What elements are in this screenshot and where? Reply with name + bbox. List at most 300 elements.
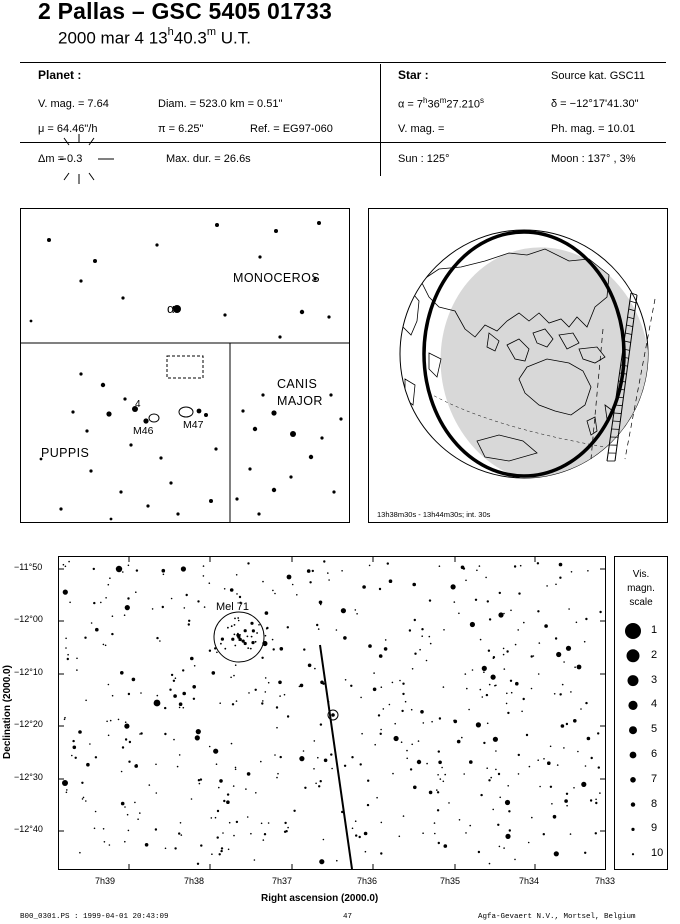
chart-star: [173, 694, 177, 698]
chart-star: [125, 605, 130, 610]
chart-star: [599, 792, 601, 794]
chart-star: [171, 598, 173, 600]
chart-star: [182, 669, 184, 671]
chart-star: [211, 853, 213, 855]
chart-star: [443, 629, 445, 631]
chart-star: [486, 694, 488, 696]
chart-star: [238, 620, 240, 622]
finder-star: [129, 443, 132, 446]
chart-star: [307, 569, 311, 573]
chart-star: [566, 793, 568, 795]
bright-star: [417, 760, 421, 764]
chart-star: [195, 735, 200, 740]
chart-star: [169, 689, 171, 691]
chart-star: [438, 761, 442, 765]
chart-star: [82, 798, 84, 800]
chart-star: [587, 737, 591, 741]
chart-star: [63, 590, 68, 595]
chart-star: [413, 583, 415, 585]
legend-symbol: [628, 701, 637, 710]
y-tick-label: −12°20: [14, 719, 43, 729]
chart-star: [209, 746, 211, 748]
chart-star: [200, 844, 202, 846]
chart-star: [255, 689, 257, 691]
finder-star: [339, 417, 342, 420]
chart-star: [498, 773, 500, 775]
chart-star: [523, 698, 525, 700]
finder-star: [204, 413, 208, 417]
star-source-catalog: Source kat. GSC11: [551, 70, 645, 82]
chart-star: [260, 761, 262, 763]
chart-star: [480, 794, 482, 796]
chart-star: [315, 783, 317, 785]
chart-star: [247, 816, 249, 818]
chart-star: [336, 629, 338, 631]
cluster-star: [224, 648, 226, 650]
cluster-star: [250, 648, 252, 650]
chart-star: [312, 570, 314, 572]
chart-star: [482, 696, 484, 698]
chart-star: [514, 565, 516, 567]
chart-star: [118, 719, 120, 721]
chart-star: [245, 788, 247, 790]
chart-star: [566, 723, 568, 725]
chart-star: [554, 817, 556, 819]
chart-star: [235, 767, 237, 769]
chart-star: [595, 802, 597, 804]
chart-star: [203, 565, 205, 567]
chart-star: [255, 792, 257, 794]
chart-star: [573, 787, 575, 789]
chart-star: [258, 624, 260, 626]
chart-star: [344, 765, 346, 767]
legend-symbol: [631, 802, 635, 806]
chart-star: [584, 641, 586, 643]
chart-star: [463, 773, 465, 775]
chart-star: [155, 828, 157, 830]
chart-star: [436, 789, 438, 791]
chart-star: [533, 655, 535, 657]
chart-star: [405, 701, 407, 703]
chart-star: [414, 653, 416, 655]
chart-star: [421, 628, 423, 630]
finder-star: [272, 488, 276, 492]
chart-star: [212, 671, 216, 675]
chart-star: [236, 574, 238, 576]
chart-star: [229, 822, 231, 824]
chart-star: [360, 697, 362, 699]
chart-star: [320, 681, 324, 685]
chart-star: [362, 585, 366, 589]
chart-star: [595, 799, 597, 801]
chart-star: [178, 832, 180, 834]
chart-star: [557, 764, 559, 766]
finder-star: [241, 409, 244, 412]
chart-star: [454, 601, 456, 603]
finder-star: [317, 221, 321, 225]
chart-star: [103, 828, 105, 830]
finder-star: [235, 497, 238, 500]
chart-star: [576, 622, 578, 624]
legend-symbol: [629, 726, 637, 734]
chart-star: [476, 570, 478, 572]
chart-star: [215, 817, 217, 819]
finder-star: [223, 313, 226, 316]
chart-star: [563, 747, 565, 749]
chart-star: [200, 778, 202, 780]
chart-star: [556, 652, 561, 657]
chart-star: [411, 744, 413, 746]
chart-star: [414, 619, 416, 621]
chart-star: [443, 686, 445, 688]
chart-star: [559, 577, 561, 579]
legend-mag-label: 8: [651, 797, 658, 810]
chart-star: [69, 602, 71, 604]
finder-star: [146, 504, 149, 507]
chart-star: [323, 839, 325, 841]
y-tick-label: −12°10: [14, 667, 43, 677]
chart-star: [313, 768, 315, 770]
chart-star: [438, 750, 440, 752]
chart-star: [374, 744, 376, 746]
chart-star: [221, 847, 223, 849]
chart-star: [376, 797, 378, 799]
chart-star: [503, 648, 505, 650]
chart-star: [93, 568, 95, 570]
chart-star: [598, 766, 600, 768]
y-tick-label: −12°40: [14, 824, 43, 834]
finder-star: [214, 447, 217, 450]
chart-star: [410, 768, 412, 770]
finder-star: [59, 507, 62, 510]
chart-star: [303, 648, 305, 650]
chart-star: [406, 758, 408, 760]
chart-star: [188, 623, 190, 625]
chart-star: [504, 668, 506, 670]
chart-star: [537, 610, 539, 612]
chart-star: [265, 611, 269, 615]
chart-star: [367, 804, 369, 806]
finder-star: [290, 431, 296, 437]
legend-mag-label: 6: [651, 748, 658, 760]
chart-star: [412, 668, 414, 670]
chart-star: [317, 757, 319, 759]
finder-star: [209, 499, 213, 503]
finder-star: [101, 383, 105, 387]
chart-star: [134, 802, 136, 804]
cluster-star: [239, 634, 241, 636]
finder-star: [47, 238, 51, 242]
finder-star: [258, 255, 261, 258]
chart-star: [292, 584, 294, 586]
chart-star: [537, 759, 539, 761]
footer-page-number: 47: [343, 913, 353, 921]
chart-star: [261, 657, 263, 659]
legend-mag-label: 7: [651, 772, 658, 785]
chart-star: [89, 743, 91, 745]
y-axis-label: Declination (2000.0): [2, 665, 13, 759]
chart-star: [125, 721, 127, 723]
chart-star: [539, 786, 541, 788]
chart-star: [120, 671, 124, 675]
chart-star: [402, 683, 404, 685]
chart-star: [495, 750, 497, 752]
chart-star: [517, 629, 519, 631]
legend-symbol: [627, 649, 640, 662]
finder-star: [309, 455, 313, 459]
chart-star: [309, 581, 311, 583]
x-tick-label: 7h33: [595, 876, 616, 886]
chart-star: [505, 800, 510, 805]
chart-star: [284, 831, 286, 833]
chart-star: [431, 721, 433, 723]
chart-star: [457, 740, 461, 744]
chart-star: [506, 693, 508, 695]
legend-symbol: [631, 828, 634, 831]
chart-star: [287, 827, 289, 829]
chart-star: [224, 588, 226, 590]
finder-star: [123, 397, 126, 400]
finder-star: [289, 475, 292, 478]
chart-star: [454, 720, 458, 724]
chart-star: [85, 700, 87, 702]
chart-star: [380, 733, 382, 735]
chart-star: [314, 740, 316, 742]
chart-star: [368, 644, 372, 648]
legend-mag-label: 10: [651, 847, 664, 860]
chart-star: [287, 715, 289, 717]
chart-star: [219, 702, 221, 704]
chart-star: [316, 624, 318, 626]
chart-star: [550, 786, 552, 788]
chart-star: [230, 588, 234, 592]
chart-star: [365, 851, 367, 853]
chart-star: [355, 609, 357, 611]
chart-star: [590, 799, 592, 801]
chart-star: [79, 852, 81, 854]
chart-star: [157, 695, 159, 697]
chart-star: [124, 806, 126, 808]
chart-star: [233, 675, 235, 677]
globe-time-caption: 13h38m30s - 13h44m30s; int. 30s: [377, 510, 491, 519]
chart-star: [389, 704, 391, 706]
chart-star: [190, 657, 194, 661]
chart-star: [444, 774, 446, 776]
chart-star: [560, 693, 562, 695]
chart-star: [566, 805, 568, 807]
chart-star: [421, 635, 423, 637]
bright-star: [498, 612, 503, 617]
chart-star: [111, 633, 113, 635]
chart-star: [139, 812, 141, 814]
chart-star: [364, 832, 368, 836]
cluster-star: [247, 647, 249, 649]
finder-star: [159, 456, 162, 459]
finder-star: [30, 320, 33, 323]
star-right-ascension: $\alpha = 7^h36^m27.210^s$: [398, 96, 485, 111]
chart-star: [426, 763, 428, 765]
chart-star: [177, 766, 179, 768]
chart-star: [268, 822, 270, 824]
chart-star: [341, 570, 343, 572]
chart-star: [236, 821, 238, 823]
chart-star: [216, 652, 218, 654]
chart-star: [571, 571, 573, 573]
chart-star: [163, 574, 165, 576]
y-tick-label: −12°00: [14, 614, 43, 624]
cluster-star: [231, 638, 234, 641]
finder-star: [89, 469, 92, 472]
chart-star: [543, 833, 545, 835]
chart-star: [506, 703, 508, 705]
chart-star: [95, 628, 99, 632]
finder-star: [320, 436, 323, 439]
chart-star: [497, 824, 499, 826]
chart-star: [581, 782, 586, 787]
chart-star: [503, 654, 505, 656]
chart-star: [230, 677, 232, 679]
chart-star: [591, 757, 593, 759]
chart-star: [136, 764, 138, 766]
planet-heading: Planet :: [38, 68, 82, 82]
finder-star: [155, 243, 158, 246]
chart-star: [272, 590, 274, 592]
chart-star: [585, 765, 587, 767]
chart-star: [584, 852, 586, 854]
chart-star: [487, 600, 489, 602]
chart-star: [73, 746, 77, 750]
chart-star: [402, 693, 404, 695]
cluster-star: [227, 627, 229, 629]
chart-star: [129, 741, 131, 743]
chart-star: [319, 601, 323, 605]
chart-star: [554, 851, 559, 856]
finder-star: [257, 512, 260, 515]
chart-star: [459, 819, 461, 821]
m47-cluster-marker: [179, 407, 193, 417]
chart-star: [401, 741, 403, 743]
chart-star: [499, 592, 501, 594]
chart-star: [216, 763, 218, 765]
chart-star: [555, 637, 557, 639]
chart-star: [352, 828, 354, 830]
chart-star: [279, 695, 281, 697]
cluster-star: [250, 622, 253, 625]
chart-star: [429, 636, 431, 638]
chart-star: [568, 608, 570, 610]
chart-star: [564, 799, 568, 803]
star-heading: Star :: [398, 68, 429, 82]
chart-star: [413, 786, 417, 790]
finder-star: [271, 410, 276, 415]
chart-star: [482, 666, 487, 671]
chart-star: [273, 648, 275, 650]
chart-star: [203, 575, 205, 577]
chart-star: [554, 693, 556, 695]
chart-star: [489, 618, 491, 620]
chart-star: [265, 691, 267, 693]
chart-star: [429, 791, 433, 795]
planet-reference: Ref. = EG97-060: [250, 123, 333, 135]
chart-star: [284, 822, 286, 824]
chart-star: [263, 839, 265, 841]
chart-star: [128, 830, 130, 832]
chart-star: [122, 571, 124, 573]
legend-symbols: [615, 557, 667, 869]
chart-star: [218, 787, 220, 789]
legend-mag-label: 9: [651, 822, 658, 835]
chart-star: [580, 708, 582, 710]
chart-star: [538, 673, 540, 675]
sun-elongation: Sun : 125°: [398, 153, 450, 165]
chart-star: [105, 645, 107, 647]
chart-star: [437, 791, 439, 793]
finder-star: [274, 229, 278, 233]
star-chart: [58, 556, 606, 870]
chart-star: [419, 649, 421, 651]
finder-star: [71, 410, 74, 413]
chart-star: [429, 599, 431, 601]
chart-star: [124, 841, 126, 843]
chart-star: [466, 688, 468, 690]
chart-star: [438, 842, 440, 844]
chart-star: [469, 825, 471, 827]
chart-star: [284, 694, 286, 696]
x-tick-label: 7h35: [440, 876, 461, 886]
chart-star: [186, 594, 188, 596]
chart-star: [544, 624, 548, 628]
chart-star: [320, 780, 322, 782]
finder-star: [215, 223, 219, 227]
chart-star: [162, 569, 166, 573]
chart-star: [514, 859, 516, 861]
bright-star: [577, 665, 582, 670]
chart-star: [350, 685, 352, 687]
chart-star: [254, 859, 256, 861]
chart-star: [65, 638, 67, 640]
chart-star: [179, 707, 181, 709]
chart-star: [94, 828, 96, 830]
chart-star: [528, 842, 530, 844]
chart-star: [515, 682, 519, 686]
chart-star: [499, 797, 501, 799]
chart-star: [239, 596, 241, 598]
chart-star: [179, 702, 183, 706]
target-star: [331, 713, 335, 717]
chart-star: [72, 740, 74, 742]
magnitude-legend: [614, 556, 668, 870]
chart-star: [577, 751, 579, 753]
x-axis-label: Right ascension (2000.0): [261, 893, 379, 904]
chart-star: [164, 733, 166, 735]
chart-star: [551, 803, 553, 805]
x-tick-label: 7h39: [95, 876, 116, 886]
chart-star: [411, 709, 413, 711]
chart-star: [109, 577, 111, 579]
finder-star: [93, 259, 97, 263]
chart-star: [570, 833, 572, 835]
chart-star: [506, 650, 508, 652]
chart-star: [181, 566, 186, 571]
chart-star: [373, 688, 377, 692]
chart-star: [423, 722, 425, 724]
chart-star: [139, 733, 141, 735]
chart-star: [66, 792, 68, 794]
chart-star: [277, 773, 279, 775]
chart-star: [555, 584, 557, 586]
legend-mag-label: 2: [651, 648, 658, 661]
cluster-star: [238, 639, 240, 641]
